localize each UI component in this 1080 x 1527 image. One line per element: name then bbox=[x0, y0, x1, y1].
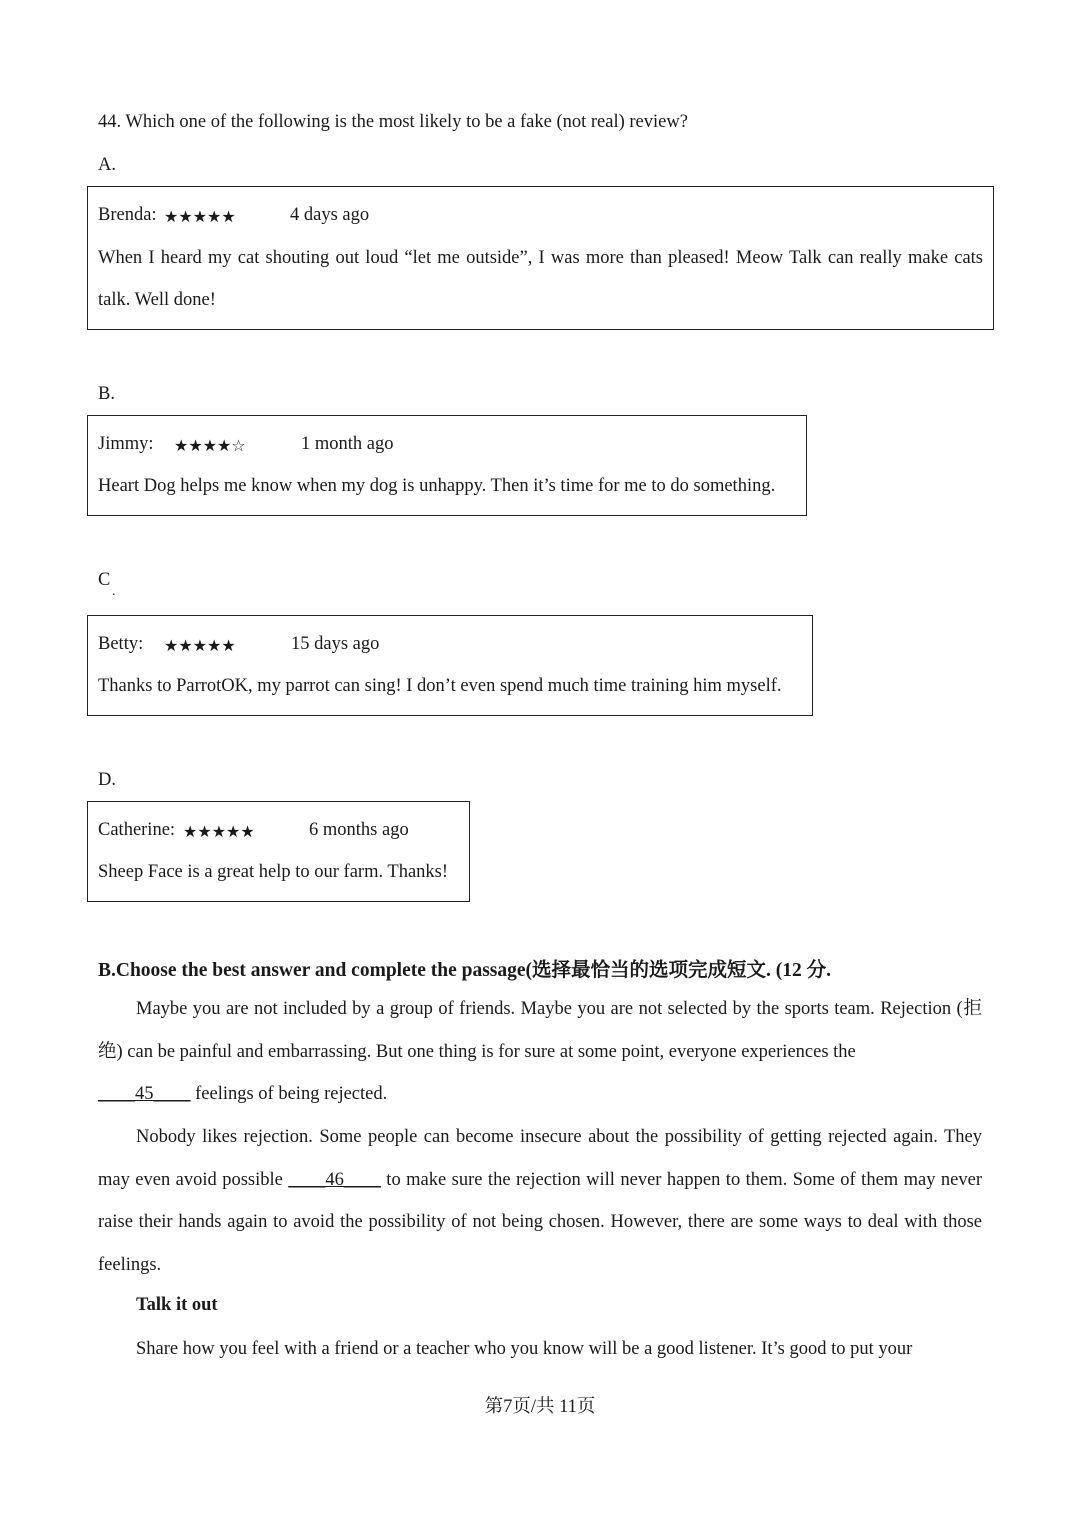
review-time: 6 months ago bbox=[309, 820, 409, 840]
review-text: When I heard my cat shouting out loud “let me outside”, I was more than pleased! Meow Talk can really make cats talk. Well done! bbox=[98, 248, 983, 310]
blank-46: ____46____ bbox=[288, 1169, 381, 1190]
review-text: Sheep Face is a great help to our farm. Thanks! bbox=[98, 862, 449, 882]
star-rating: ★★★★☆ bbox=[174, 436, 246, 455]
review-box-c bbox=[87, 615, 813, 716]
page-number: 第7页/共 11页 bbox=[484, 1397, 596, 1417]
option-a-label: A. bbox=[98, 155, 116, 175]
reviewer-name: Betty: bbox=[98, 634, 144, 654]
reviewer-name: Catherine: bbox=[98, 820, 176, 840]
passage-text: feelings of being rejected. bbox=[190, 1084, 388, 1104]
passage-text: Nobody likes rejection. Some people can become insecure about the possibility of getting rejected again. They may even avoid possible bbox=[98, 1127, 982, 1190]
review-text: Thanks to ParrotOK, my parrot can sing! I don’t even spend much time training him myself. bbox=[98, 676, 782, 696]
option-d-label: D. bbox=[98, 770, 116, 790]
blank-45: ____45____ bbox=[98, 1084, 191, 1104]
passage-paragraph-2 bbox=[98, 1116, 982, 1286]
review-box-a bbox=[87, 186, 994, 330]
star-rating: ★★★★★ bbox=[183, 822, 255, 841]
option-c-label: C bbox=[98, 570, 111, 590]
option-b-label: B. bbox=[98, 384, 115, 404]
star-rating: ★★★★★ bbox=[164, 636, 236, 655]
review-time: 1 month ago bbox=[301, 434, 394, 454]
review-time: 4 days ago bbox=[290, 205, 370, 225]
passage-paragraph-1 bbox=[98, 988, 982, 1116]
review-time: 15 days ago bbox=[291, 634, 380, 654]
option-c-label-dot: . bbox=[112, 584, 116, 599]
reviewer-name: Brenda: bbox=[98, 205, 157, 225]
review-box-d bbox=[87, 801, 470, 902]
passage-text: to make sure the rejection will never happen to them. Some of them may never raise their hands again to avoid the possibility of not being chosen. However, there are some ways to deal with those feelings. bbox=[98, 1169, 983, 1275]
review-box-b bbox=[87, 415, 807, 516]
review-text: Heart Dog helps me know when my dog is unhappy. Then it’s time for me to do something. bbox=[98, 476, 776, 496]
passage-text: Maybe you are not included by a group of friends. Maybe you are not selected by the sports team. Rejection (拒绝) can be painful and embarrassing. But one thing is for sure at some point, everyone experiences the bbox=[98, 999, 982, 1062]
passage-paragraph-3: Share how you feel with a friend or a teacher who you know will be a good listener. It’s good to put your bbox=[136, 1339, 913, 1359]
section-title: B.Choose the best answer and complete the passage(选择最恰当的选项完成短文. (12 分. bbox=[98, 960, 832, 981]
star-rating: ★★★★★ bbox=[164, 207, 236, 226]
question-text: 44. Which one of the following is the most likely to be a fake (not real) review? bbox=[98, 112, 688, 132]
subheading: Talk it out bbox=[136, 1295, 218, 1315]
reviewer-name: Jimmy: bbox=[98, 434, 154, 454]
